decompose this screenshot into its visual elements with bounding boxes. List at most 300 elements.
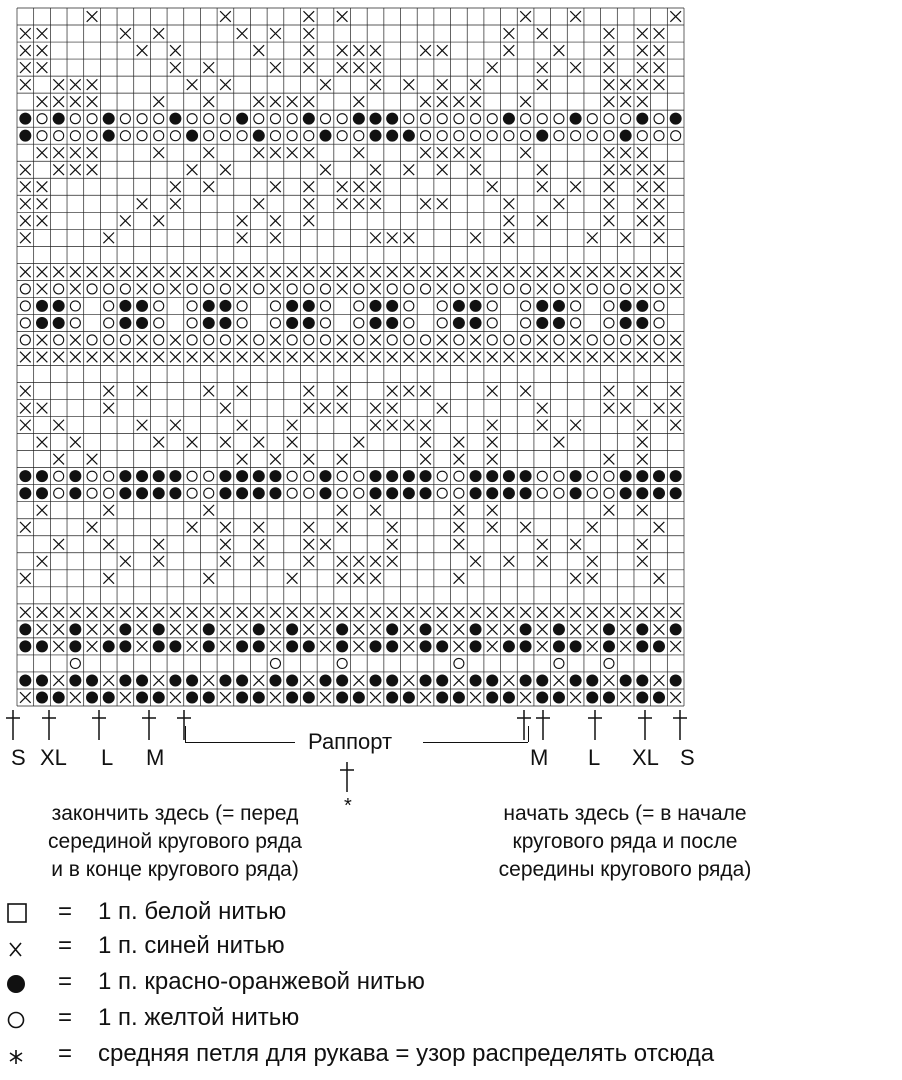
blue-stitch-mark [554,607,565,618]
blue-stitch-mark [654,232,665,243]
blue-stitch-mark [337,284,348,295]
red-orange-stitch-mark [136,300,148,312]
blue-stitch-mark [237,454,248,465]
red-orange-stitch-mark [136,674,148,686]
blue-stitch-mark [670,692,681,703]
blue-stitch-mark [253,522,264,533]
yellow-stitch-mark [554,131,564,141]
blue-stitch-mark [637,505,648,516]
red-orange-stitch-mark [203,317,215,329]
blue-stitch-mark [670,284,681,295]
blue-stitch-mark [604,454,615,465]
red-orange-stitch-mark [503,470,515,482]
red-orange-stitch-mark [453,300,465,312]
red-orange-stitch-mark [386,623,398,635]
blue-stitch-mark [303,386,314,397]
blue-stitch-mark [537,215,548,226]
blue-stitch-mark [253,556,264,567]
red-orange-stitch-mark [386,113,398,125]
blue-stitch-mark [604,164,615,175]
yellow-stitch-mark [404,318,414,328]
yellow-stitch-mark [454,131,464,141]
blue-stitch-mark [320,352,331,363]
blue-stitch-mark [654,675,665,686]
yellow-stitch-mark [154,318,164,328]
yellow-stitch-mark [437,114,447,124]
yellow-stitch-mark [287,335,297,345]
blue-stitch-mark [103,505,114,516]
red-orange-stitch-mark [570,640,582,652]
blue-stitch-mark [270,454,281,465]
blue-stitch-mark [153,215,164,226]
yellow-stitch-mark [337,658,347,668]
red-orange-stitch-mark [303,113,315,125]
red-orange-stitch-mark [653,640,665,652]
yellow-stitch-mark [104,488,114,498]
blue-stitch-mark [120,556,131,567]
blue-stitch-mark [237,352,248,363]
blue-stitch-mark [203,96,214,107]
blue-stitch-mark [487,386,498,397]
red-orange-stitch-mark [253,487,265,499]
red-orange-stitch-mark [286,317,298,329]
size-marker-pin [588,710,602,740]
yellow-stitch-mark [287,488,297,498]
red-orange-stitch-mark [536,317,548,329]
blue-stitch-mark [370,284,381,295]
blue-stitch-mark [470,96,481,107]
blue-stitch-mark [20,573,31,584]
blue-stitch-mark [487,607,498,618]
blue-stitch-mark [337,335,348,346]
blue-stitch-mark [537,420,548,431]
blue-stitch-mark [520,11,531,22]
red-orange-stitch-mark [153,640,165,652]
blue-stitch-mark [487,522,498,533]
blue-stitch-mark [253,147,264,158]
red-orange-stitch-mark [319,487,331,499]
blue-stitch-mark [537,267,548,278]
blue-stitch-mark [53,624,64,635]
blue-stitch-mark [604,181,615,192]
yellow-stitch-mark [604,114,614,124]
yellow-stitch-mark [204,471,214,481]
yellow-stitch-mark [20,318,30,328]
blue-stitch-mark [103,539,114,550]
blue-stitch-mark [620,267,631,278]
blue-stitch-mark [387,386,398,397]
blue-stitch-mark [570,335,581,346]
blue-stitch-mark [20,28,31,39]
yellow-stitch-mark [554,658,564,668]
blue-stitch-mark [337,62,348,73]
blue-stitch-mark [320,641,331,652]
red-orange-stitch-mark [219,300,231,312]
blue-stitch-mark [270,28,281,39]
legend-equals: = [58,1004,73,1031]
blue-stitch-mark [220,267,231,278]
yellow-stitch-mark [554,488,564,498]
blue-stitch-mark [637,556,648,567]
blue-stitch-mark [170,267,181,278]
yellow-stitch-mark [337,488,347,498]
red-orange-stitch-mark [470,640,482,652]
blue-stitch-mark [370,267,381,278]
blue-stitch-mark [487,437,498,448]
yellow-stitch-mark [270,301,280,311]
red-orange-stitch-mark [303,317,315,329]
blue-stitch-mark [370,556,381,567]
red-orange-stitch-mark [386,487,398,499]
blue-stitch-mark [387,352,398,363]
blue-stitch-mark [153,556,164,567]
blue-stitch-mark [220,164,231,175]
blue-stitch-mark [320,624,331,635]
blue-stitch-mark [570,624,581,635]
blue-stitch-mark [237,232,248,243]
yellow-stitch-mark [104,335,114,345]
blue-stitch-mark [303,403,314,414]
blue-stitch-mark [87,267,98,278]
yellow-stitch-mark [54,335,64,345]
blue-stitch-mark [670,386,681,397]
blue-stitch-mark [570,267,581,278]
red-orange-stitch-mark [370,113,382,125]
blue-stitch-mark [387,539,398,550]
blue-stitch-mark [570,573,581,584]
blue-stitch-mark [220,352,231,363]
center-star-marker: * [344,795,352,817]
yellow-stitch-mark [20,284,30,294]
blue-stitch-mark [637,147,648,158]
blue-stitch-mark [504,675,515,686]
blue-stitch-mark [504,267,515,278]
size-marker-pin [142,710,156,740]
blue-stitch-mark [237,215,248,226]
blue-stitch-mark [237,624,248,635]
blue-stitch-mark [303,11,314,22]
center-marker-pin [340,762,354,792]
yellow-stitch-mark [104,301,114,311]
blue-stitch-mark [437,335,448,346]
blue-stitch-mark [470,232,481,243]
blue-stitch-mark [120,267,131,278]
blue-stitch-mark [70,607,81,618]
blue-stitch-mark [420,692,431,703]
blue-stitch-mark [303,198,314,209]
blue-stitch-mark [20,215,31,226]
blue-stitch-mark [370,164,381,175]
red-orange-stitch-mark [653,691,665,703]
blue-stitch-mark [454,675,465,686]
blue-stitch-mark [203,607,214,618]
red-orange-stitch-mark [69,623,81,635]
blue-stitch-mark [654,181,665,192]
blue-stitch-mark [454,624,465,635]
red-orange-stitch-mark [19,470,31,482]
red-orange-stitch-mark [36,691,48,703]
blue-stitch-mark [37,352,48,363]
blue-stitch-mark [203,62,214,73]
red-orange-stitch-mark [620,300,632,312]
blue-stitch-mark [320,539,331,550]
blue-stitch-mark [287,96,298,107]
yellow-stitch-mark [437,131,447,141]
blue-stitch-mark [404,267,415,278]
blue-stitch-mark [387,232,398,243]
blue-stitch-mark [187,437,198,448]
blue-stitch-mark [87,641,98,652]
blue-stitch-mark [237,607,248,618]
blue-stitch-mark [120,28,131,39]
yellow-stitch-mark [204,131,214,141]
red-orange-stitch-mark [169,470,181,482]
end-note-line-1: закончить здесь (= перед [51,802,299,825]
blue-stitch-mark [337,386,348,397]
blue-stitch-mark [137,198,148,209]
blue-stitch-mark [520,386,531,397]
blue-stitch-mark [170,62,181,73]
yellow-stitch-mark [287,114,297,124]
blue-stitch-mark [354,96,365,107]
blue-stitch-mark [20,607,31,618]
red-orange-stitch-mark [636,623,648,635]
blue-stitch-mark [637,352,648,363]
size-label-left-m: M [146,745,165,770]
red-orange-stitch-mark [370,487,382,499]
blue-stitch-mark [620,96,631,107]
blue-stitch-mark [504,198,515,209]
red-orange-stitch-mark [136,470,148,482]
red-orange-stitch-mark [286,623,298,635]
red-orange-stitch-mark [436,640,448,652]
blue-stitch-mark [604,267,615,278]
blue-stitch-mark [354,147,365,158]
blue-stitch-mark [270,267,281,278]
blue-stitch-mark [454,505,465,516]
blue-stitch-mark [670,403,681,414]
blue-stitch-mark [103,607,114,618]
blue-stitch-mark [370,62,381,73]
blue-stitch-mark [420,386,431,397]
blue-stitch-mark [454,607,465,618]
blue-stitch-mark [587,267,598,278]
yellow-stitch-mark [87,488,97,498]
blue-stitch-mark [20,692,31,703]
red-orange-stitch-mark [636,674,648,686]
red-orange-stitch-mark [520,470,532,482]
blue-stitch-mark [537,607,548,618]
blue-stitch-mark [437,267,448,278]
size-marker-pin [42,710,56,740]
red-orange-stitch-mark [420,470,432,482]
red-orange-stitch-mark [86,674,98,686]
blue-stitch-mark [570,11,581,22]
blue-stitch-mark [420,454,431,465]
yellow-stitch-mark [270,131,280,141]
blue-stitch-mark [387,403,398,414]
red-orange-stitch-mark [570,470,582,482]
blue-stitch-mark [587,641,598,652]
blue-stitch-mark [420,198,431,209]
red-orange-stitch-mark [503,691,515,703]
blue-stitch-mark [604,386,615,397]
red-orange-stitch-mark [420,487,432,499]
yellow-stitch-mark [487,318,497,328]
blue-stitch-mark [203,573,214,584]
blue-stitch-mark [537,335,548,346]
blue-stitch-mark [354,624,365,635]
blue-stitch-mark [420,267,431,278]
filled-circle-icon [4,970,30,996]
blue-stitch-mark [37,624,48,635]
red-orange-stitch-mark [53,691,65,703]
blue-stitch-mark [637,420,648,431]
red-orange-stitch-mark [570,487,582,499]
blue-stitch-mark [253,352,264,363]
yellow-stitch-mark [70,658,80,668]
blue-stitch-mark [20,198,31,209]
blue-stitch-mark [454,573,465,584]
yellow-stitch-mark [87,114,97,124]
end-note-line-2: серединой кругового ряда [48,830,302,853]
red-orange-stitch-mark [386,317,398,329]
blue-stitch-mark [270,335,281,346]
end-note-line-3: и в конце кругового ряда) [51,858,299,881]
blue-stitch-mark [570,284,581,295]
red-orange-stitch-mark [436,674,448,686]
red-orange-stitch-mark [253,640,265,652]
red-orange-stitch-mark [486,487,498,499]
blue-stitch-mark [53,147,64,158]
blue-stitch-mark [520,522,531,533]
blue-stitch-mark [437,607,448,618]
blue-stitch-mark [137,624,148,635]
red-orange-stitch-mark [453,317,465,329]
red-orange-stitch-mark [203,640,215,652]
red-orange-stitch-mark [236,640,248,652]
red-orange-stitch-mark [219,674,231,686]
yellow-stitch-mark [671,131,681,141]
yellow-stitch-mark [20,335,30,345]
blue-stitch-mark [103,352,114,363]
red-orange-stitch-mark [403,487,415,499]
blue-stitch-mark [620,164,631,175]
blue-stitch-mark [170,607,181,618]
blue-stitch-mark [387,420,398,431]
blue-stitch-mark [70,164,81,175]
blue-stitch-mark [537,403,548,414]
red-orange-stitch-mark [19,674,31,686]
legend-row-blue [0,930,902,966]
blue-stitch-mark [153,28,164,39]
red-orange-stitch-mark [36,317,48,329]
red-orange-stitch-mark [403,130,415,142]
red-orange-stitch-mark [253,130,265,142]
blue-stitch-mark [37,62,48,73]
yellow-stitch-mark [187,318,197,328]
size-label-right-m: M [530,745,549,770]
blue-stitch-mark [604,607,615,618]
blue-stitch-mark [604,28,615,39]
blue-stitch-mark [120,215,131,226]
blue-stitch-mark [153,147,164,158]
blue-stitch-mark [637,62,648,73]
red-orange-stitch-mark [119,470,131,482]
blue-stitch-mark [470,284,481,295]
blue-stitch-mark [620,692,631,703]
red-orange-stitch-mark [319,470,331,482]
red-orange-stitch-mark [603,691,615,703]
yellow-stitch-mark [604,658,614,668]
red-orange-stitch-mark [420,640,432,652]
yellow-stitch-mark [487,284,497,294]
yellow-stitch-mark [554,114,564,124]
blue-stitch-mark [420,437,431,448]
blue-stitch-mark [287,352,298,363]
red-orange-stitch-mark [636,300,648,312]
blue-stitch-mark [87,607,98,618]
blue-stitch-mark [70,147,81,158]
blue-stitch-mark [220,11,231,22]
blue-stitch-mark [153,437,164,448]
red-orange-stitch-mark [69,640,81,652]
red-orange-stitch-mark [653,470,665,482]
blue-stitch-mark [53,641,64,652]
blue-stitch-mark [337,11,348,22]
blue-stitch-mark [220,403,231,414]
blue-stitch-mark [620,624,631,635]
blue-stitch-mark [604,147,615,158]
red-orange-stitch-mark [520,674,532,686]
blue-stitch-mark [337,573,348,584]
blue-stitch-mark [170,181,181,192]
red-orange-stitch-mark [420,623,432,635]
star-icon [4,1042,30,1068]
blue-stitch-mark [637,181,648,192]
blue-stitch-mark [654,267,665,278]
yellow-stitch-mark [187,284,197,294]
red-orange-stitch-mark [553,623,565,635]
yellow-stitch-mark [270,114,280,124]
blue-stitch-mark [620,607,631,618]
blue-stitch-mark [70,79,81,90]
yellow-stitch-mark [87,471,97,481]
blue-stitch-mark [437,198,448,209]
blue-stitch-mark [37,147,48,158]
blue-stitch-mark [170,624,181,635]
blue-stitch-mark [303,624,314,635]
red-orange-stitch-mark [536,300,548,312]
blue-stitch-mark [370,505,381,516]
blue-stitch-mark [287,147,298,158]
blue-stitch-mark [604,403,615,414]
blue-stitch-mark [37,215,48,226]
red-orange-stitch-mark [153,470,165,482]
blue-stitch-mark [537,624,548,635]
yellow-stitch-mark [621,114,631,124]
yellow-stitch-mark [604,131,614,141]
blue-stitch-mark [637,198,648,209]
red-orange-stitch-mark [69,674,81,686]
yellow-stitch-mark [354,318,364,328]
red-orange-stitch-mark [203,300,215,312]
yellow-stitch-mark [54,471,64,481]
yellow-stitch-mark [571,131,581,141]
blue-stitch-mark [337,45,348,56]
blue-stitch-mark [637,45,648,56]
blue-stitch-mark [270,96,281,107]
